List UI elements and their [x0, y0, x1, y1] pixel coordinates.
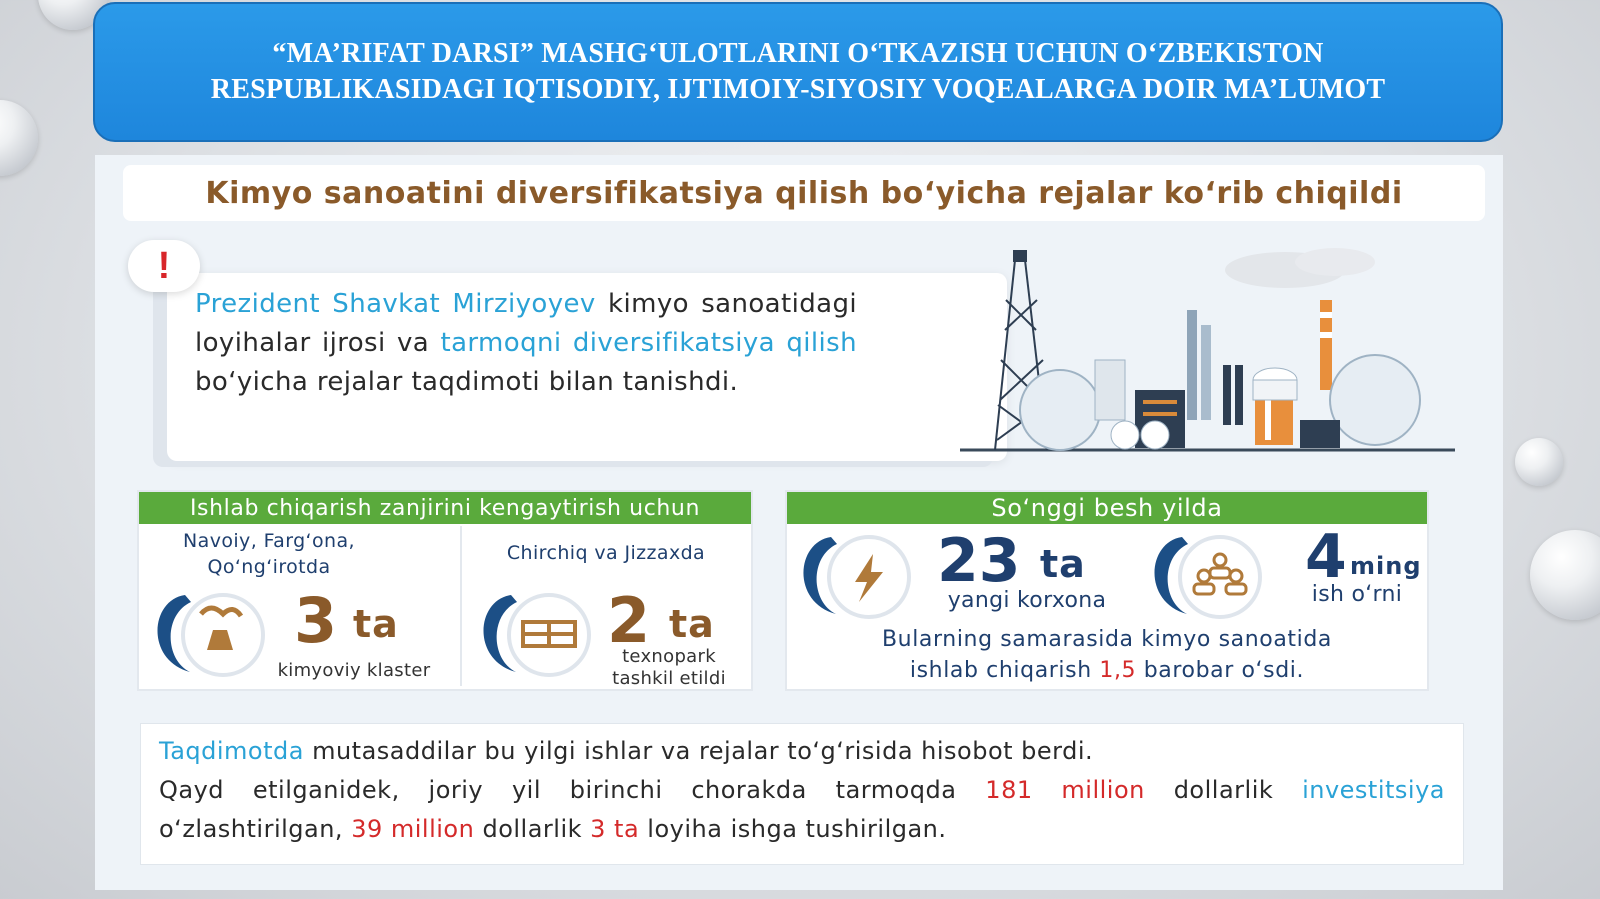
bottom-line3-start: o‘zlashtirilgan, [159, 815, 352, 843]
chain-right-number: 2 [607, 584, 651, 657]
production-chain-box [137, 490, 753, 691]
chain-left-caption: kimyoviy klaster [277, 660, 431, 681]
alert-text-part4: bo‘yicha rejalar taqdimoti bilan tanishdi. [195, 367, 739, 397]
alert-text-diversification: tarmoqni diversifikatsiya qilish [440, 328, 857, 358]
result-line2-start: ishlab chiqarish [909, 658, 1100, 683]
bottom-line3-end: loyiha ishga tushirilgan. [639, 815, 947, 843]
content-panel [95, 155, 1503, 890]
column-divider [460, 526, 462, 686]
bottom-summary-card [140, 723, 1464, 865]
bottom-line2-start: Qayd etilganidek, joriy yil birinchi chorakda tarmoqda [159, 776, 986, 804]
alert-text [195, 285, 857, 402]
five-years-right-number: 4 [1305, 522, 1347, 592]
decor-bubble [1515, 438, 1563, 486]
chain-right-caption-line1: texnopark [622, 646, 716, 667]
five-years-box [785, 490, 1429, 691]
bottom-line1 [159, 732, 1445, 771]
bottom-investment-word: investitsiya [1302, 776, 1445, 804]
subtitle-bar [123, 165, 1485, 221]
bottom-project-count: 3 ta [590, 815, 640, 843]
result-line1: Bularning samarasida kimyo sanoatida [881, 627, 1332, 652]
result-line2 [787, 655, 1427, 686]
header-title [168, 36, 1428, 108]
five-years-left-number: 23 [937, 526, 1021, 596]
five-years-left-caption: yangi korxona [947, 588, 1107, 613]
bottom-line2-mid: dollarlik [1144, 776, 1303, 804]
chain-right-unit: ta [669, 602, 715, 646]
five-years-left-unit: ta [1040, 542, 1086, 586]
subtitle: Kimyo sanoatini diversifikatsiya qilish bo‘yicha rejalar ko‘rib chiqildi [205, 175, 1403, 211]
alert-text-part2: kimyo sanoatidagi loyihalar ijrosi va [195, 289, 857, 358]
bottom-investment-amount: 181 million [985, 776, 1145, 804]
chain-left-number: 3 [294, 584, 338, 657]
bottom-line3-mid: dollarlik [474, 815, 591, 843]
result-value: 1,5 [1099, 658, 1137, 683]
bottom-line1-rest: mutasaddilar bu yilgi ishlar va rejalar to‘g‘risida hisobot berdi. [303, 737, 1094, 765]
header-banner [93, 2, 1503, 142]
decor-bubble [0, 100, 38, 176]
chain-left-location: Navoiy, Farg‘ona, Qo‘ng‘irotda [183, 530, 355, 578]
five-years-right-caption: ish o‘rni [1311, 582, 1403, 607]
exclamation-icon: ! [128, 240, 200, 292]
building-icon [471, 590, 601, 680]
nuclear-plant-icon [145, 590, 275, 680]
bottom-line3 [159, 810, 1445, 849]
header-title-line1: “MA’RIFAT DARSI” MASHG‘ULOTLARINI O‘TKAZISH UCHUN O‘ZBEKISTON [272, 38, 1324, 69]
five-years-right-unit: ming [1350, 552, 1422, 580]
five-years-header: So‘nggi besh yilda [787, 492, 1427, 524]
bottom-project-amount: 39 million [351, 815, 475, 843]
production-chain-header: Ishlab chiqarish zanjirini kengaytirish uchun [139, 492, 751, 524]
alert-card [167, 273, 1007, 461]
decor-bubble [1530, 530, 1600, 620]
people-icon [1142, 532, 1272, 622]
chain-right-location: Chirchiq va Jizzaxda [506, 542, 706, 564]
bottom-summary-text [159, 732, 1445, 849]
bottom-line2 [159, 771, 1445, 810]
alert-text-president: Prezident Shavkat Mirziyoyev [195, 289, 596, 319]
chain-left-unit: ta [353, 602, 399, 646]
result-line2-end: barobar o‘sdi. [1136, 658, 1305, 683]
chemical-factory-illustration [955, 240, 1460, 458]
bottom-presentation: Taqdimotda [159, 737, 304, 765]
lightning-icon [791, 532, 921, 622]
header-title-line2: RESPUBLIKASIDAGI IQTISODIY, IJTIMOIY-SIYOSIY VOQEALARGA DOIR MA’LUMOT [210, 74, 1386, 105]
chain-right-caption-line2: tashkil etildi [612, 668, 726, 689]
